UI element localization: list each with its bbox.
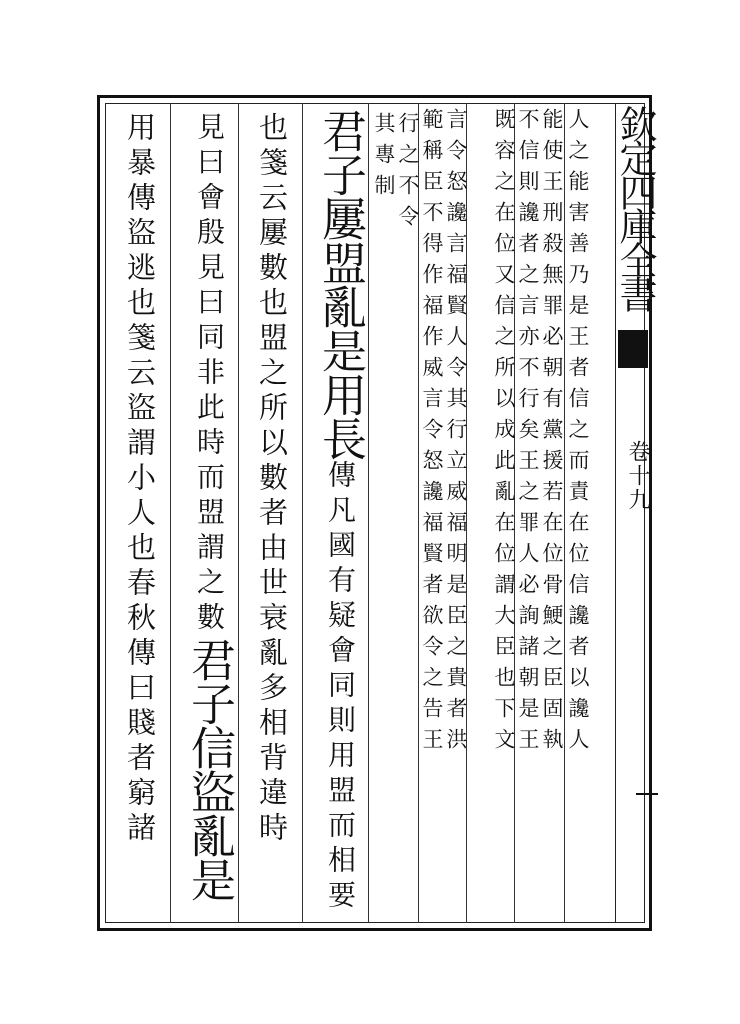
text-column-c9 (312, 108, 368, 915)
column-rule (170, 103, 171, 923)
commentary-text: 見曰會殷見曰同非此時而盟謂之數 (193, 112, 226, 637)
series-title: 欽定四庫全書 (613, 105, 657, 309)
main-text: 君子屢盟亂是用長 (314, 108, 367, 460)
column-rule (302, 103, 303, 923)
small-column-1: 人之能害善乃是王者信之而責在位信讒者以讒人 (566, 108, 590, 759)
commentary-text: 傳凡國有疑會同則用盟而相要 (324, 460, 357, 915)
small-column-4: 既容之在位又信之所以成此亂在位謂大臣也下文 (492, 108, 516, 759)
column-rule (368, 103, 369, 923)
text-column-c10: 也箋云屢數也盟之所以數者由世衰亂多相背違時 (255, 112, 289, 847)
small-column-7: 行之不令 (396, 112, 420, 236)
folio-mark (636, 793, 658, 795)
small-column-6: 範稱臣不得作福作威言令怒讒福賢者欲令之告王 (420, 108, 444, 759)
small-column-8: 其專制 (372, 112, 396, 205)
text-column-c11 (181, 112, 237, 901)
column-rule (238, 103, 239, 923)
small-column-3: 不信則讒者之言亦不行矣王之罪人必詢諸朝是王 (516, 108, 540, 759)
small-column-2: 能使王刑殺無罪必朝有黨援若在位骨鯁之臣固執 (540, 108, 564, 759)
fishtail-mark (618, 330, 648, 368)
column-rule (564, 103, 565, 923)
main-text: 君子信盜亂是 (183, 637, 236, 901)
small-column-5: 言令怒讒言福賢人令其行立威福明是臣之貴者洪 (444, 108, 468, 759)
juan-number: 卷十九 (625, 440, 650, 512)
text-column-c12: 用暴傳盜逃也箋云盜謂小人也春秋傳曰賤者窮諸 (123, 112, 157, 847)
